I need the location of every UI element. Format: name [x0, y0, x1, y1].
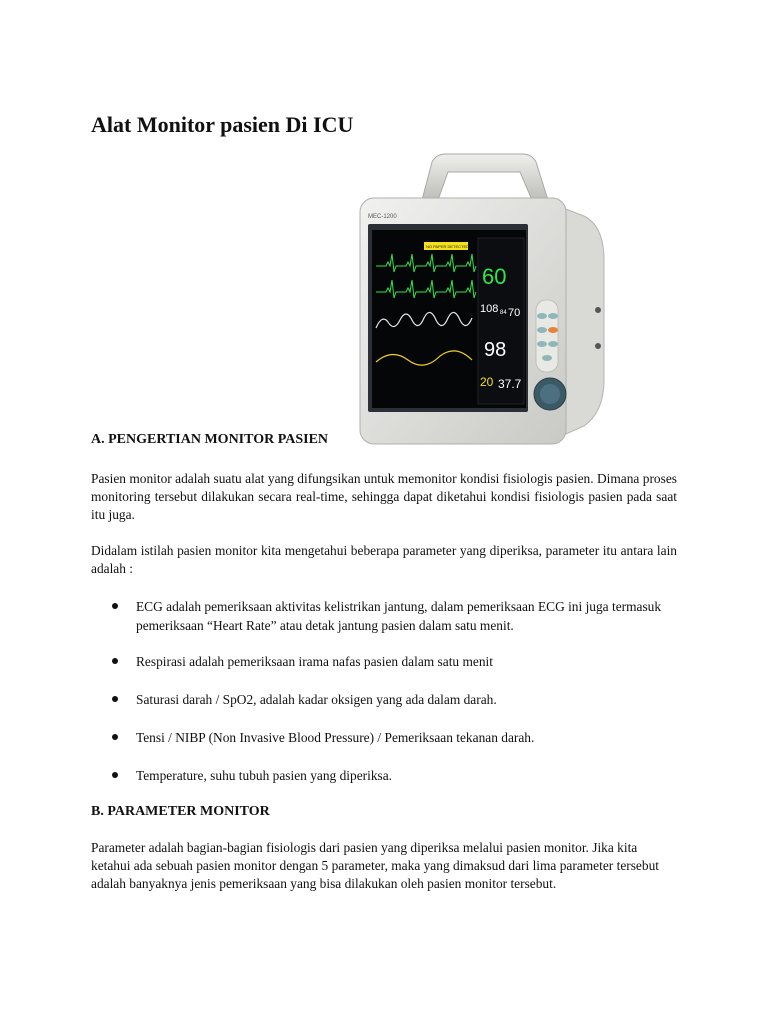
resp-value: 20: [480, 375, 494, 389]
bullet-icon: [112, 734, 118, 740]
bullet-icon: [112, 696, 118, 702]
list-item: [110, 597, 677, 635]
section-b-paragraph-1: Parameter adalah bagian-bagian fisiologis dari pasien yang diperiksa melalui pasien monitor. Jika kita ketahui ada sebuah pasien monitor dengan 5 parameter, maka yang dimaksud dari lima parameter tersebut adalah banyaknya jenis pemeriksaan yang bisa dilakukan oleh pasien monitor tersebut.: [91, 840, 659, 891]
list-item-text: Tensi / NIBP (Non Invasive Blood Pressure) / Pemeriksaan tekanan darah.: [136, 730, 535, 745]
section-a-paragraph-1: Pasien monitor adalah suatu alat yang difungsikan untuk memonitor kondisi fisiologis pasien. Dimana proses monitoring tersebut dilakukan secara real-time, sehingga dapat diketahui kondisi fisiologis pasien pada saat itu juga.: [91, 471, 677, 522]
page-title: Alat Monitor pasien Di ICU: [91, 112, 354, 137]
spo2-value: 98: [484, 339, 507, 361]
nibp-diastolic-value: 70: [508, 307, 521, 319]
alarm-button: [548, 327, 558, 333]
bullet-icon: [112, 603, 118, 609]
list-item-text: ECG adalah pemeriksaan aktivitas kelistrikan jantung, dalam pemeriksaan ECG ini juga termasuk pemeriksaan “Heart Rate” atau detak jantung pasien dalam satu menit.: [136, 599, 662, 633]
control-panel: [536, 300, 558, 372]
control-button-6: [542, 355, 552, 361]
side-port-1: [595, 307, 601, 313]
alarm-text: NO PAPER DETECTED: [426, 244, 470, 249]
section-a-paragraph-2: Didalam istilah pasien monitor kita mengetahui beberapa parameter yang diperiksa, parameter itu antara lain adalah :: [91, 543, 677, 576]
temperature-value: 37.7: [498, 377, 522, 391]
handle-shape: [422, 154, 548, 200]
brand-label: MEC-1200: [368, 214, 397, 220]
control-button-3: [537, 327, 547, 333]
list-item: [110, 766, 677, 785]
list-item-text: Respirasi adalah pemeriksaan irama nafas pasien dalam satu menit: [136, 654, 493, 669]
control-button-4: [537, 341, 547, 347]
list-item: [110, 690, 677, 709]
nibp-systolic-value: 108: [480, 303, 499, 315]
rotary-knob-center: [540, 384, 560, 404]
bullet-icon: [112, 772, 118, 778]
section-b-heading: B. PARAMETER MONITOR: [91, 804, 270, 819]
control-button-1: [537, 313, 547, 319]
patient-monitor-image: [352, 150, 612, 450]
section-a-heading: A. PENGERTIAN MONITOR PASIEN: [91, 432, 329, 447]
nibp-map-value: 84: [500, 310, 507, 316]
control-button-2: [548, 313, 558, 319]
control-button-5: [548, 341, 558, 347]
heart-rate-value: 60: [482, 264, 507, 289]
side-port-2: [595, 343, 601, 349]
list-item-text: Temperature, suhu tubuh pasien yang diperiksa.: [136, 768, 393, 783]
list-item: [110, 728, 677, 747]
list-item-text: Saturasi darah / SpO2, adalah kadar oksigen yang ada dalam darah.: [136, 692, 497, 707]
list-item: [110, 652, 677, 671]
bullet-icon: [112, 658, 118, 664]
